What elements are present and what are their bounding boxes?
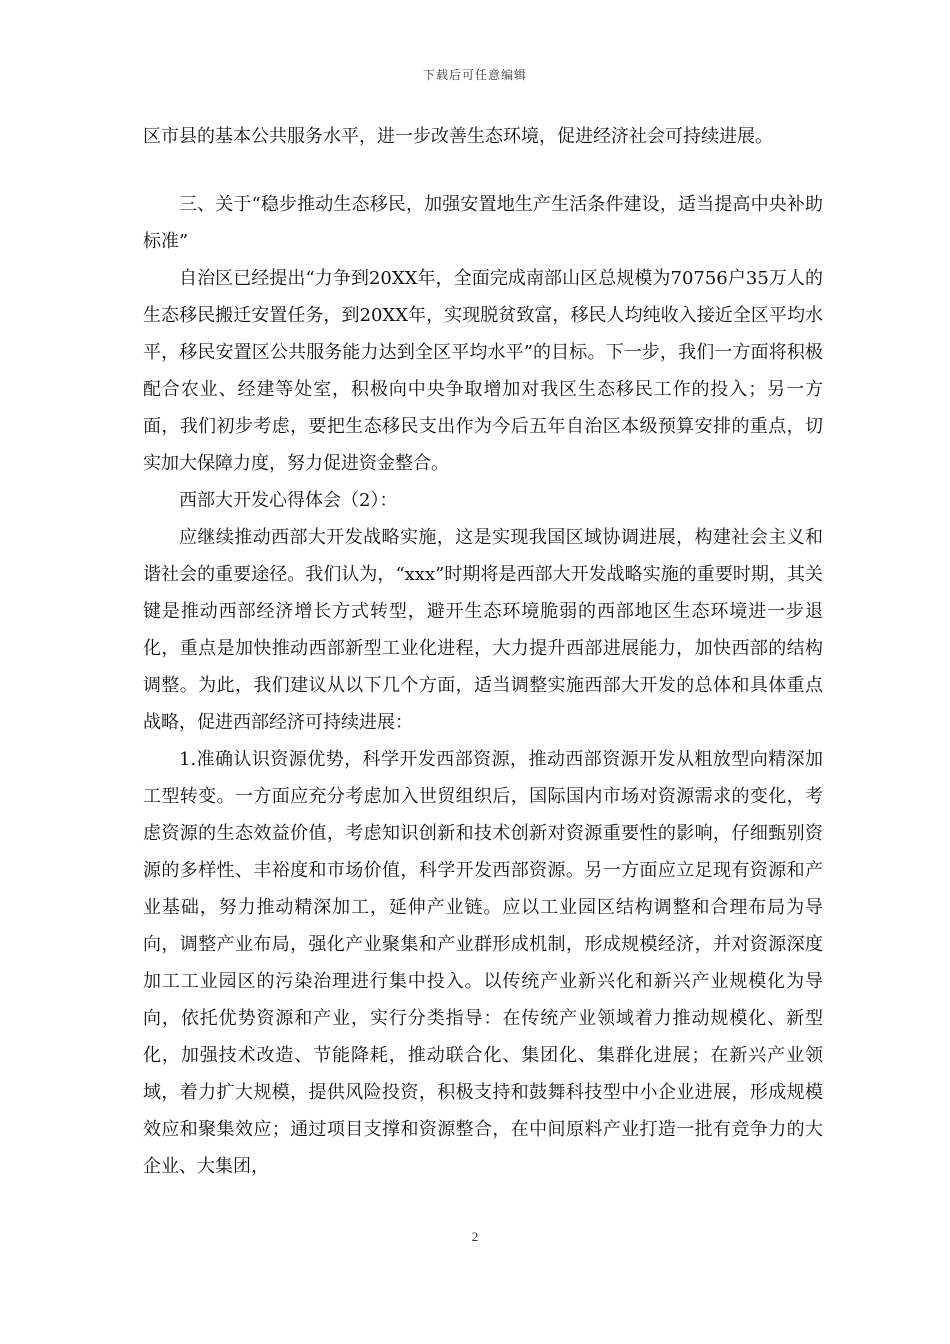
paragraph-resource-advantage: 1.准确认识资源优势，科学开发西部资源，推动西部资源开发从粗放型向精深加工型转变。一方面应充分考虑加入世贸组织后，国际国内市场对资源需求的变化，考虑资源的生态效益价值，考虑知识创新和技术创新对资源重要性的影响，仔细甄别资源的多样性、丰裕度和市场价值，科学开发西部资源。另一方面应立足现有资源和产业基础，努力推动精深加工，延伸产业链。应以工业园区结构调整和合理布局为导向，调整产业布局，强化产业聚集和产业群形成机制，形成规模经济，并对资源深度加工工业园区的污染治理进行集中投入。以传统产业新兴化和新兴产业规模化为导向，依托优势资源和产业，实行分类指导：在传统产业领域着力推动规模化、新型化，加强技术改造、节能降耗，推动联合化、集团化、集群化进展；在新兴产业领域，着力扩大规模，提供风险投资，积极支持和鼓舞科技型中小企业进展，形成规模效应和聚集效应；通过项目支撑和资源整合，在中间原料产业打造一批有竞争力的大企业、大集团， (143, 749, 823, 1177)
paragraph-ecological-migration: 自治区已经提出“力争到20XX年，全面完成南部山区总规模为70756户35万人的生态移民搬迁安置任务，到20XX年，实现脱贫致富，移民人均纯收入接近全区平均水平，移民安置区公共服务能力达到全区平均水平”的目标。下一步，我们一方面将积极配合农业、经建等处室，积极向中央争取增加对我区生态移民工作的投入；另一方面，我们初步考虑，要把生态移民支出作为今后五年自治区本级预算安排的重点，切实加大保障力度，努力促进资金整合。 (143, 268, 823, 474)
paragraph-western-development: 应继续推动西部大开发战略实施，这是实现我国区域协调进展，构建社会主义和谐社会的重要途径。我们认为，“xxx”时期将是西部大开发战略实施的重要时期，其关键是推动西部经济增长方式转型，避开生态环境脆弱的西部地区生态环境进一步退化，重点是加快推动西部新型工业化进程，大力提升西部进展能力，加快西部的结构调整。为此，我们建议从以下几个方面，适当调整实施西部大开发的总体和具体重点战略，促进西部经济可持续进展： (143, 527, 823, 733)
page-header: 下载后可任意编辑 (422, 68, 527, 82)
document-body (143, 118, 823, 1185)
section-heading: 三、关于“稳步推动生态移民，加强安置地生产生活条件建设，适当提高中央补助标准” (143, 194, 823, 252)
page-number: 2 (471, 1229, 479, 1244)
paragraph-continuation: 区市县的基本公共服务水平，进一步改善生态环境，促进经济社会可持续进展。 (143, 126, 773, 147)
subtitle-experience: 西部大开发心得体会（2）： (179, 490, 398, 511)
paragraph-gap (143, 155, 823, 186)
